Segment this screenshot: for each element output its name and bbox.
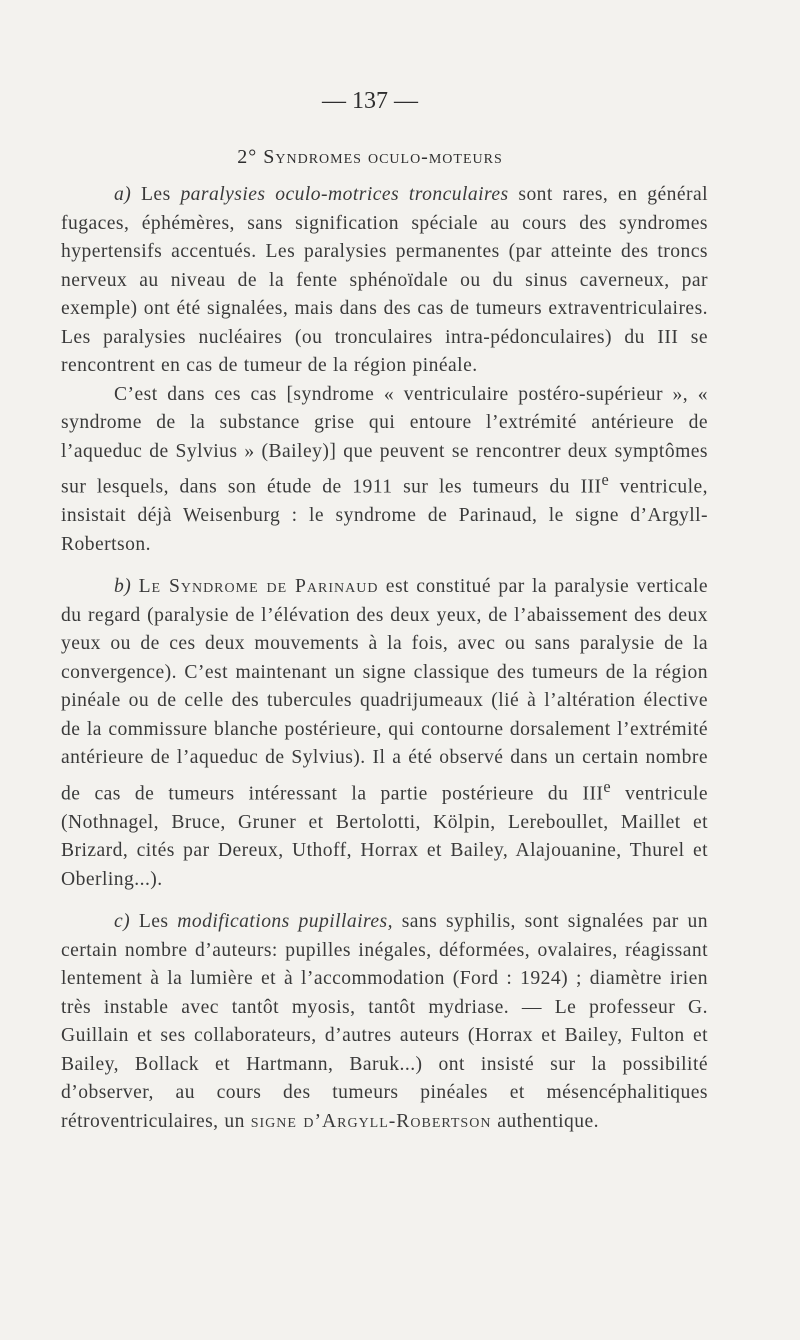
paragraph-c-emphasis: modifications pupillaires, [177,911,393,933]
paragraph-c-text-1: sans syphilis, sont signalées par un certain nombre d’auteurs: pupilles inégales, déformées, ovalaires, réagissant lentement à la lumière et à l’accommodation (Ford : 1924) ; diamètre irien très instable avec tantôt myosis, tantôt mydriase. — Le professeur G. Guillain et ses collaborateurs, d’autres auteurs (Horrax et Bailey, Fulton et Bailey, Bollack et Hartmann, Baruk...) ont insisté sur la possibilité d’observer, au cours des tumeurs pinéales et mésencéphalitiques rétroventriculaires, un [61,911,708,1132]
paragraph-c-smallcaps: signe d’Argyll-Robertson [250,1110,492,1132]
paragraph-intro-sup: e [601,470,610,489]
paragraph-b-marker: b) [114,576,132,598]
paragraph-a-emphasis: paralysies oculo-motrices tronculaires [180,184,509,205]
paragraph-b-sup: e [603,776,612,796]
section-number: 2° [237,146,258,168]
paragraph-a-marker: a) [114,184,132,205]
paragraph-c-pre: Les [138,911,178,933]
paragraph-b [61,573,708,894]
paragraph-a-pre: Les [141,184,181,205]
paragraph-c-text-2: authentique. [491,1110,599,1132]
paragraph-parinaud-intro [61,381,708,560]
paragraph-a-text: sont rares, en général fugaces, éphémères, sans signification spéciale au cours des syndromes hypertensifs accentués. Les paralysies permanentes (par atteinte des troncs nerveux au niveau de la fente sphénoïdale ou du sinus caverneux, par exemple) ont été signalées, mais dans des cas de tumeurs extraventriculaires. Les paralysies nucléaires (ou tronculaires intra-pédonculaires) du III se rencontrent en cas de tumeur de la région pinéale. [61,184,708,376]
paragraph-c [61,908,708,1136]
section-title-text: Syndromes oculo-moteurs [263,146,503,168]
section-title [0,146,740,169]
paragraph-a [61,181,708,381]
paragraph-b-text-2: ventricule (Nothnagel, Bruce, Gruner et Bertolotti, Kölpin, Lereboullet, Maillet et Brizard, cités par Dereux, Uthoff, Horrax et Bailey, Alajouanine, Thurel et Oberling...). [61,783,708,890]
paragraph-b-text-1: est constitué par la paralysie verticale du regard (paralysie de l’élévation des deux yeux, de l’abaissement des deux yeux ou de ces deux mouvements à la fois, avec ou sans paralysie de la convergence). C’est maintenant un signe classique des tumeurs de la région pinéale ou de celle des tubercules quadrijumeaux (lié à l’altération élective de la commissure blanche postérieure, qui contourne dorsalement l’extrémité antérieure de l’aqueduc de Sylvius). Il a été observé dans un certain nombre de cas de tumeurs intéressant la partie postérieure du III [61,576,708,805]
body-text [61,181,708,1136]
paragraph-intro-text-2: ventricule, insistait déjà Weisenburg : le syndrome de Parinaud, le signe d’Argyll-Robertson. [61,476,708,555]
paragraph-intro-text-1: C’est dans ces cas [syndrome « ventriculaire postéro-supérieur », « syndrome de la substance grise qui entoure l’extrémité antérieure de l’aqueduc de Sylvius » (Bailey)] que peuvent se rencontrer deux symptômes sur lesquels, dans son étude de 1911 sur les tumeurs du III [61,383,708,498]
paragraph-c-marker: c) [114,911,131,933]
paragraph-b-smallcaps: Le Syndrome de Parinaud [138,576,379,598]
page-number: — 137 — [322,88,418,114]
